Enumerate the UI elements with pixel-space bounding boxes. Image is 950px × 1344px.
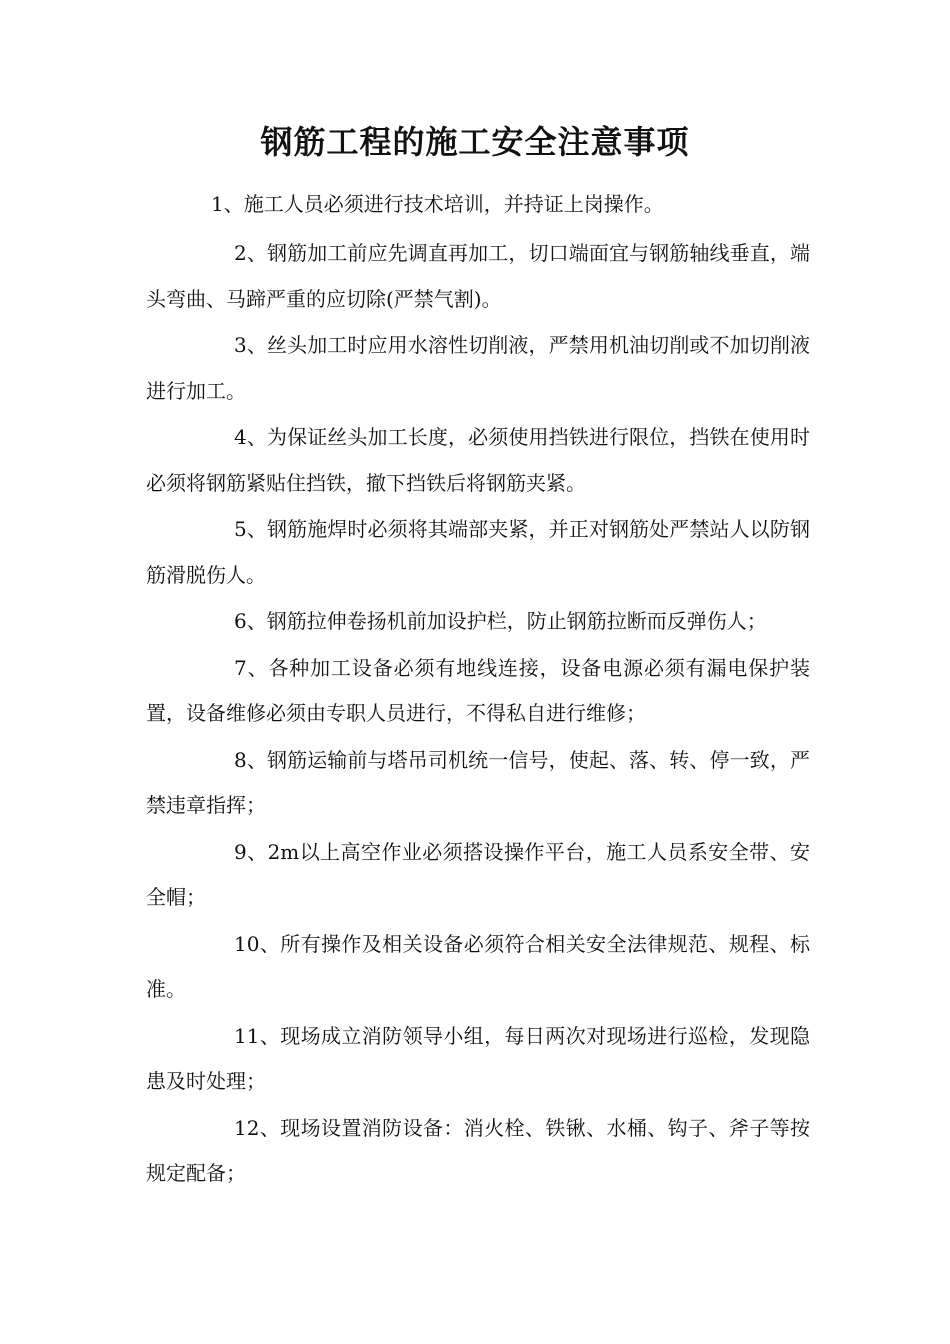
list-item: 10、所有操作及相关设备必须符合相关安全法律规范、规程、标准。 (146, 931, 810, 1001)
list-item: 4、为保证丝头加工长度，必须使用挡铁进行限位，挡铁在使用时必须将钢筋紧贴住挡铁，撤下挡铁后将钢筋夹紧。 (146, 425, 810, 495)
list-item: 8、钢筋运输前与塔吊司机统一信号，使起、落、转、停一致，严禁违章指挥； (146, 747, 810, 817)
list-item: 6、钢筋拉伸卷扬机前加设护栏，防止钢筋拉断而反弹伤人； (234, 609, 767, 633)
list-item: 7、各种加工设备必须有地线连接，设备电源必须有漏电保护装置，设备维修必须由专职人员进行，不得私自进行维修； (146, 655, 810, 725)
list-item: 12、现场设置消防设备：消火栓、铁锹、水桶、钩子、斧子等按规定配备； (146, 1115, 810, 1185)
list-item: 5、钢筋施焊时必须将其端部夹紧，并正对钢筋处严禁站人以防钢筋滑脱伤人。 (146, 517, 810, 587)
list-item: 3、丝头加工时应用水溶性切削液，严禁用机油切削或不加切削液进行加工。 (146, 333, 810, 403)
list-item: 11、现场成立消防领导小组，每日两次对现场进行巡检，发现隐患及时处理； (146, 1023, 810, 1093)
document-title: 钢筋工程的施工安全注意事项 (260, 123, 690, 161)
safety-items-list (146, 231, 810, 1198)
list-item: 1、施工人员必须进行技术培训，并持证上岗操作。 (211, 192, 664, 216)
list-item: 9、2m以上高空作业必须搭设操作平台，施工人员系安全带、安全帽； (146, 839, 810, 909)
list-item: 2、钢筋加工前应先调直再加工，切口端面宜与钢筋轴线垂直，端头弯曲、马蹄严重的应切除(严禁气割)。 (146, 241, 810, 311)
